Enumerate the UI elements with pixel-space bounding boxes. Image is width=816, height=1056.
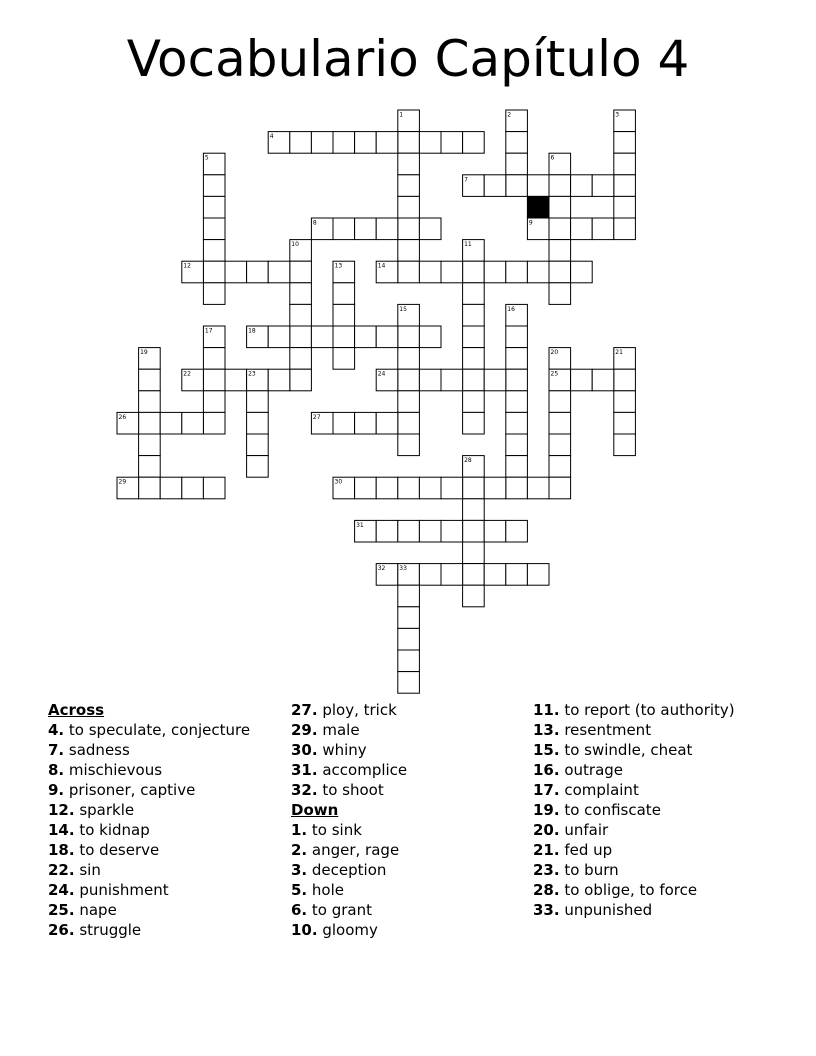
grid-cell[interactable] — [549, 175, 571, 197]
clue-number: 26. — [48, 921, 75, 939]
grid-cell[interactable] — [419, 564, 441, 586]
clue-text: hole — [307, 881, 344, 899]
clue-down — [533, 760, 735, 780]
clue-number: 17. — [533, 781, 560, 799]
grid-cell[interactable] — [203, 240, 225, 262]
grid-cell[interactable] — [139, 412, 161, 434]
grid-cell[interactable] — [355, 477, 377, 499]
grid-cell[interactable] — [398, 175, 420, 197]
clue-number-15: 15 — [399, 305, 407, 313]
grid-cell[interactable] — [355, 218, 377, 240]
grid-cell[interactable] — [203, 477, 225, 499]
clue-down — [533, 800, 735, 820]
clue-number-11: 11 — [464, 241, 472, 249]
grid-cell[interactable] — [398, 348, 420, 370]
grid-cell[interactable] — [441, 369, 463, 391]
clue-number: 23. — [533, 861, 560, 879]
grid-cell[interactable] — [592, 218, 614, 240]
clue-number-18: 18 — [248, 327, 256, 335]
clue-number-33: 33 — [399, 565, 407, 573]
grid-cell[interactable] — [549, 196, 571, 218]
clue-down — [533, 720, 735, 740]
grid-cell[interactable] — [463, 520, 485, 542]
clue-down — [533, 900, 735, 920]
grid-cell[interactable] — [484, 369, 506, 391]
clue-number: 7. — [48, 741, 65, 759]
grid-cell[interactable] — [614, 218, 636, 240]
grid-cell[interactable] — [398, 326, 420, 348]
grid-cell[interactable] — [614, 132, 636, 154]
grid-cell[interactable] — [419, 261, 441, 283]
clue-text: to sink — [307, 821, 362, 839]
grid-cell[interactable] — [571, 261, 593, 283]
grid-cell[interactable] — [614, 196, 636, 218]
clue-number-17: 17 — [204, 327, 213, 335]
grid-cell[interactable] — [290, 304, 312, 326]
grid-cell[interactable] — [333, 132, 355, 154]
grid-cell[interactable] — [463, 326, 485, 348]
clue-across — [48, 760, 250, 780]
grid-cell[interactable] — [268, 369, 290, 391]
grid-cell[interactable] — [398, 369, 420, 391]
clue-across — [291, 740, 407, 760]
grid-cell[interactable] — [247, 456, 269, 478]
grid-cell[interactable] — [182, 412, 204, 434]
clue-number: 6. — [291, 901, 308, 919]
clue-text: sparkle — [74, 801, 135, 819]
clue-across — [291, 700, 407, 720]
clue-number: 25. — [48, 901, 75, 919]
clue-number-7: 7 — [464, 176, 468, 184]
clues-column-2 — [291, 700, 407, 940]
grid-cell[interactable] — [333, 412, 355, 434]
clue-across — [48, 920, 250, 940]
clue-number: 24. — [48, 881, 75, 899]
grid-cell[interactable] — [333, 218, 355, 240]
grid-cell[interactable] — [355, 326, 377, 348]
clue-text: gloomy — [317, 921, 378, 939]
grid-cell[interactable] — [463, 132, 485, 154]
grid-cell[interactable] — [290, 283, 312, 305]
clue-text: deception — [307, 861, 387, 879]
clue-down — [291, 840, 407, 860]
clues-column-3 — [533, 700, 735, 920]
grid-cell[interactable] — [549, 283, 571, 305]
grid-cell[interactable] — [376, 326, 398, 348]
clue-down — [533, 740, 735, 760]
grid-cell[interactable] — [527, 564, 549, 586]
grid-cell[interactable] — [441, 520, 463, 542]
clue-number-12: 12 — [183, 262, 191, 270]
clue-number-3: 3 — [615, 111, 620, 119]
clue-number-29: 29 — [118, 478, 127, 486]
grid-cell[interactable] — [484, 477, 506, 499]
clue-text: nape — [74, 901, 117, 919]
grid-cell[interactable] — [484, 175, 506, 197]
grid-cell[interactable] — [398, 391, 420, 413]
grid-cell[interactable] — [419, 369, 441, 391]
grid-cell[interactable] — [203, 369, 225, 391]
grid-cell[interactable] — [139, 477, 161, 499]
clue-number: 22. — [48, 861, 75, 879]
grid-cell[interactable] — [398, 218, 420, 240]
clue-across — [291, 760, 407, 780]
grid-cell[interactable] — [398, 585, 420, 607]
grid-cell[interactable] — [376, 412, 398, 434]
grid-cell[interactable] — [160, 477, 182, 499]
clue-number: 27. — [291, 701, 318, 719]
grid-cell[interactable] — [160, 412, 182, 434]
clue-number-14: 14 — [377, 262, 386, 270]
clue-down — [291, 920, 407, 940]
clue-number-4: 4 — [269, 133, 274, 141]
clue-number: 16. — [533, 761, 560, 779]
clue-across — [48, 880, 250, 900]
grid-cell[interactable] — [463, 369, 485, 391]
clue-number: 15. — [533, 741, 560, 759]
clue-down — [533, 820, 735, 840]
clues-column-1 — [48, 700, 250, 940]
grid-cell[interactable] — [247, 412, 269, 434]
grid-cell[interactable] — [506, 564, 528, 586]
clue-down — [533, 840, 735, 860]
clue-text: to shoot — [317, 781, 384, 799]
clue-text: to swindle, cheat — [559, 741, 693, 759]
grid-cell[interactable] — [592, 369, 614, 391]
clue-number: 30. — [291, 741, 318, 759]
clue-text: to report (to authority) — [559, 701, 735, 719]
grid-cell[interactable] — [290, 348, 312, 370]
grid-cell[interactable] — [225, 369, 247, 391]
grid-cell[interactable] — [484, 520, 506, 542]
clue-across — [48, 720, 250, 740]
clue-across — [48, 780, 250, 800]
grid-cell[interactable] — [290, 261, 312, 283]
grid-cell[interactable] — [398, 434, 420, 456]
grid-cell[interactable] — [592, 175, 614, 197]
clue-text: to burn — [559, 861, 619, 879]
clue-number-24: 24 — [377, 370, 386, 378]
grid-cell[interactable] — [463, 585, 485, 607]
clue-number: 28. — [533, 881, 560, 899]
grid-cell[interactable] — [398, 261, 420, 283]
clue-number: 4. — [48, 721, 65, 739]
grid-cell[interactable] — [333, 348, 355, 370]
clue-number-31: 31 — [356, 521, 364, 529]
clue-number-21: 21 — [615, 349, 623, 357]
clue-number-9: 9 — [528, 219, 533, 227]
grid-cell[interactable] — [614, 153, 636, 175]
grid-cell[interactable] — [398, 477, 420, 499]
grid-cell[interactable] — [549, 434, 571, 456]
grid-cell[interactable] — [614, 369, 636, 391]
grid-cell[interactable] — [398, 240, 420, 262]
grid-cell[interactable] — [376, 477, 398, 499]
clue-down — [533, 880, 735, 900]
clue-text: accomplice — [317, 761, 408, 779]
grid-cell[interactable] — [441, 261, 463, 283]
grid-cell[interactable] — [247, 391, 269, 413]
clue-number: 33. — [533, 901, 560, 919]
clue-number: 32. — [291, 781, 318, 799]
grid-cell[interactable] — [247, 261, 269, 283]
grid-cell[interactable] — [290, 326, 312, 348]
grid-cell[interactable] — [463, 477, 485, 499]
grid-cell[interactable] — [506, 348, 528, 370]
grid-cell[interactable] — [506, 132, 528, 154]
grid-cell[interactable] — [484, 261, 506, 283]
clue-text: resentment — [559, 721, 652, 739]
grid-cell[interactable] — [441, 132, 463, 154]
clue-number: 8. — [48, 761, 65, 779]
grid-cell[interactable] — [139, 391, 161, 413]
grid-cell[interactable] — [506, 369, 528, 391]
clue-down — [291, 860, 407, 880]
clue-down — [291, 820, 407, 840]
grid-cell[interactable] — [419, 477, 441, 499]
clue-text: complaint — [559, 781, 639, 799]
clue-down — [291, 900, 407, 920]
clue-number: 13. — [533, 721, 560, 739]
grid-cell[interactable] — [139, 434, 161, 456]
clue-number: 9. — [48, 781, 65, 799]
grid-cell[interactable] — [506, 326, 528, 348]
grid-cell[interactable] — [268, 261, 290, 283]
grid-cell[interactable] — [549, 261, 571, 283]
grid-cell[interactable] — [549, 456, 571, 478]
grid-cell[interactable] — [506, 520, 528, 542]
grid-cell[interactable] — [614, 175, 636, 197]
clue-number: 19. — [533, 801, 560, 819]
clue-number: 5. — [291, 881, 308, 899]
grid-cell[interactable] — [506, 261, 528, 283]
clue-number-27: 27 — [312, 413, 321, 421]
clue-text: whiny — [317, 741, 367, 759]
grid-cell[interactable] — [398, 196, 420, 218]
grid-cell[interactable] — [463, 261, 485, 283]
down-heading: Down — [291, 801, 339, 819]
clue-text: to grant — [307, 901, 373, 919]
clue-text: male — [317, 721, 360, 739]
clue-across — [48, 860, 250, 880]
grid-cell[interactable] — [398, 672, 420, 694]
grid-cell[interactable] — [333, 283, 355, 305]
grid-cell[interactable] — [398, 153, 420, 175]
black-cell — [527, 196, 549, 218]
clue-across — [48, 740, 250, 760]
grid-cell[interactable] — [290, 369, 312, 391]
clue-text: unpunished — [559, 901, 653, 919]
clue-down — [533, 700, 735, 720]
clue-number-10: 10 — [291, 241, 299, 249]
clue-across — [48, 900, 250, 920]
grid-cell[interactable] — [203, 218, 225, 240]
grid-cell[interactable] — [527, 175, 549, 197]
clue-number-1: 1 — [399, 111, 404, 119]
grid-cell[interactable] — [203, 175, 225, 197]
grid-cell[interactable] — [419, 132, 441, 154]
clue-text: anger, rage — [307, 841, 400, 859]
across-heading: Across — [48, 701, 105, 719]
grid-cell[interactable] — [463, 412, 485, 434]
clue-number-2: 2 — [507, 111, 512, 119]
grid-cell[interactable] — [506, 477, 528, 499]
grid-cell[interactable] — [463, 542, 485, 564]
grid-cell[interactable] — [463, 564, 485, 586]
grid-cell[interactable] — [225, 261, 247, 283]
clue-number-28: 28 — [464, 457, 472, 465]
clue-number-22: 22 — [183, 370, 191, 378]
grid-cell[interactable] — [398, 132, 420, 154]
clue-down — [533, 860, 735, 880]
clue-across — [48, 840, 250, 860]
page-title: Vocabulario Capítulo 4 — [126, 30, 690, 88]
clue-number-30: 30 — [334, 478, 343, 486]
grid-cell[interactable] — [549, 477, 571, 499]
clue-number-32: 32 — [377, 565, 386, 573]
clue-number: 14. — [48, 821, 75, 839]
grid-cell[interactable] — [333, 326, 355, 348]
grid-cell[interactable] — [311, 132, 333, 154]
clue-text: to confiscate — [559, 801, 661, 819]
grid-cell[interactable] — [398, 628, 420, 650]
clue-number-20: 20 — [550, 349, 559, 357]
grid-cell[interactable] — [549, 391, 571, 413]
clue-down — [291, 880, 407, 900]
grid-cell[interactable] — [203, 412, 225, 434]
clue-number: 1. — [291, 821, 308, 839]
clue-text: ploy, trick — [317, 701, 397, 719]
grid-cell[interactable] — [527, 261, 549, 283]
grid-cell[interactable] — [398, 650, 420, 672]
clue-text: to kidnap — [74, 821, 150, 839]
clue-text: punishment — [74, 881, 169, 899]
grid-cell[interactable] — [614, 412, 636, 434]
grid-cell[interactable] — [463, 348, 485, 370]
clue-across — [291, 780, 407, 800]
grid-cell[interactable] — [268, 326, 290, 348]
grid-cell[interactable] — [527, 477, 549, 499]
clue-down — [533, 780, 735, 800]
grid-cell[interactable] — [441, 564, 463, 586]
grid-cell[interactable] — [506, 456, 528, 478]
grid-cell[interactable] — [139, 369, 161, 391]
grid-cell[interactable] — [247, 434, 269, 456]
grid-cell[interactable] — [376, 520, 398, 542]
grid-cell[interactable] — [506, 391, 528, 413]
grid-cell[interactable] — [506, 175, 528, 197]
clue-text: to oblige, to force — [559, 881, 698, 899]
grid-cell[interactable] — [376, 132, 398, 154]
clue-text: mischievous — [64, 761, 163, 779]
grid-cell[interactable] — [355, 412, 377, 434]
clue-number: 2. — [291, 841, 308, 859]
clue-number-8: 8 — [312, 219, 317, 227]
grid-cell[interactable] — [182, 477, 204, 499]
grid-cell[interactable] — [549, 412, 571, 434]
grid-cell[interactable] — [463, 283, 485, 305]
grid-cell[interactable] — [614, 434, 636, 456]
clue-text: outrage — [559, 761, 624, 779]
grid-cell[interactable] — [484, 564, 506, 586]
grid-cell[interactable] — [311, 326, 333, 348]
grid-cell[interactable] — [139, 456, 161, 478]
grid-cell[interactable] — [614, 391, 636, 413]
clue-number: 21. — [533, 841, 560, 859]
clue-across — [48, 800, 250, 820]
clue-number: 29. — [291, 721, 318, 739]
clue-number: 18. — [48, 841, 75, 859]
grid-cell[interactable] — [506, 434, 528, 456]
grid-cell[interactable] — [203, 196, 225, 218]
clue-text: prisoner, captive — [64, 781, 196, 799]
grid-cell[interactable] — [506, 412, 528, 434]
clue-number-16: 16 — [507, 305, 515, 313]
grid-cell[interactable] — [419, 326, 441, 348]
grid-cell[interactable] — [398, 412, 420, 434]
clue-number: 3. — [291, 861, 308, 879]
grid-cell[interactable] — [419, 520, 441, 542]
grid-cell[interactable] — [398, 520, 420, 542]
clue-text: unfair — [559, 821, 609, 839]
grid-cell[interactable] — [571, 369, 593, 391]
grid-cell[interactable] — [419, 218, 441, 240]
grid-cell[interactable] — [333, 304, 355, 326]
clue-across — [48, 820, 250, 840]
grid-cell[interactable] — [398, 607, 420, 629]
grid-cell[interactable] — [290, 132, 312, 154]
clue-number-25: 25 — [550, 370, 559, 378]
grid-cell[interactable] — [355, 132, 377, 154]
clue-number-5: 5 — [204, 154, 209, 162]
clue-number: 31. — [291, 761, 318, 779]
clue-number: 10. — [291, 921, 318, 939]
grid-cell[interactable] — [203, 283, 225, 305]
clue-number-19: 19 — [140, 349, 148, 357]
clue-number-13: 13 — [334, 262, 343, 270]
grid-cell[interactable] — [203, 261, 225, 283]
grid-cell[interactable] — [549, 218, 571, 240]
clue-text: struggle — [74, 921, 142, 939]
clue-text: to speculate, conjecture — [64, 721, 251, 739]
clue-across — [291, 720, 407, 740]
grid-cell[interactable] — [203, 391, 225, 413]
grid-cell[interactable] — [203, 348, 225, 370]
clue-number-23: 23 — [248, 370, 256, 378]
clue-text: sadness — [64, 741, 130, 759]
grid-cell[interactable] — [463, 304, 485, 326]
clue-text: to deserve — [74, 841, 160, 859]
grid-cell[interactable] — [571, 218, 593, 240]
grid-cell[interactable] — [571, 175, 593, 197]
grid-cell[interactable] — [463, 391, 485, 413]
grid-cell[interactable] — [441, 477, 463, 499]
grid-cell[interactable] — [549, 240, 571, 262]
clue-number: 12. — [48, 801, 75, 819]
grid-cell[interactable] — [376, 218, 398, 240]
clue-number: 11. — [533, 701, 560, 719]
grid-cell[interactable] — [506, 153, 528, 175]
clue-text: fed up — [559, 841, 613, 859]
clue-text: sin — [74, 861, 101, 879]
clue-number-6: 6 — [550, 154, 555, 162]
clue-number-26: 26 — [118, 413, 127, 421]
clue-number: 20. — [533, 821, 560, 839]
grid-cell[interactable] — [463, 499, 485, 521]
